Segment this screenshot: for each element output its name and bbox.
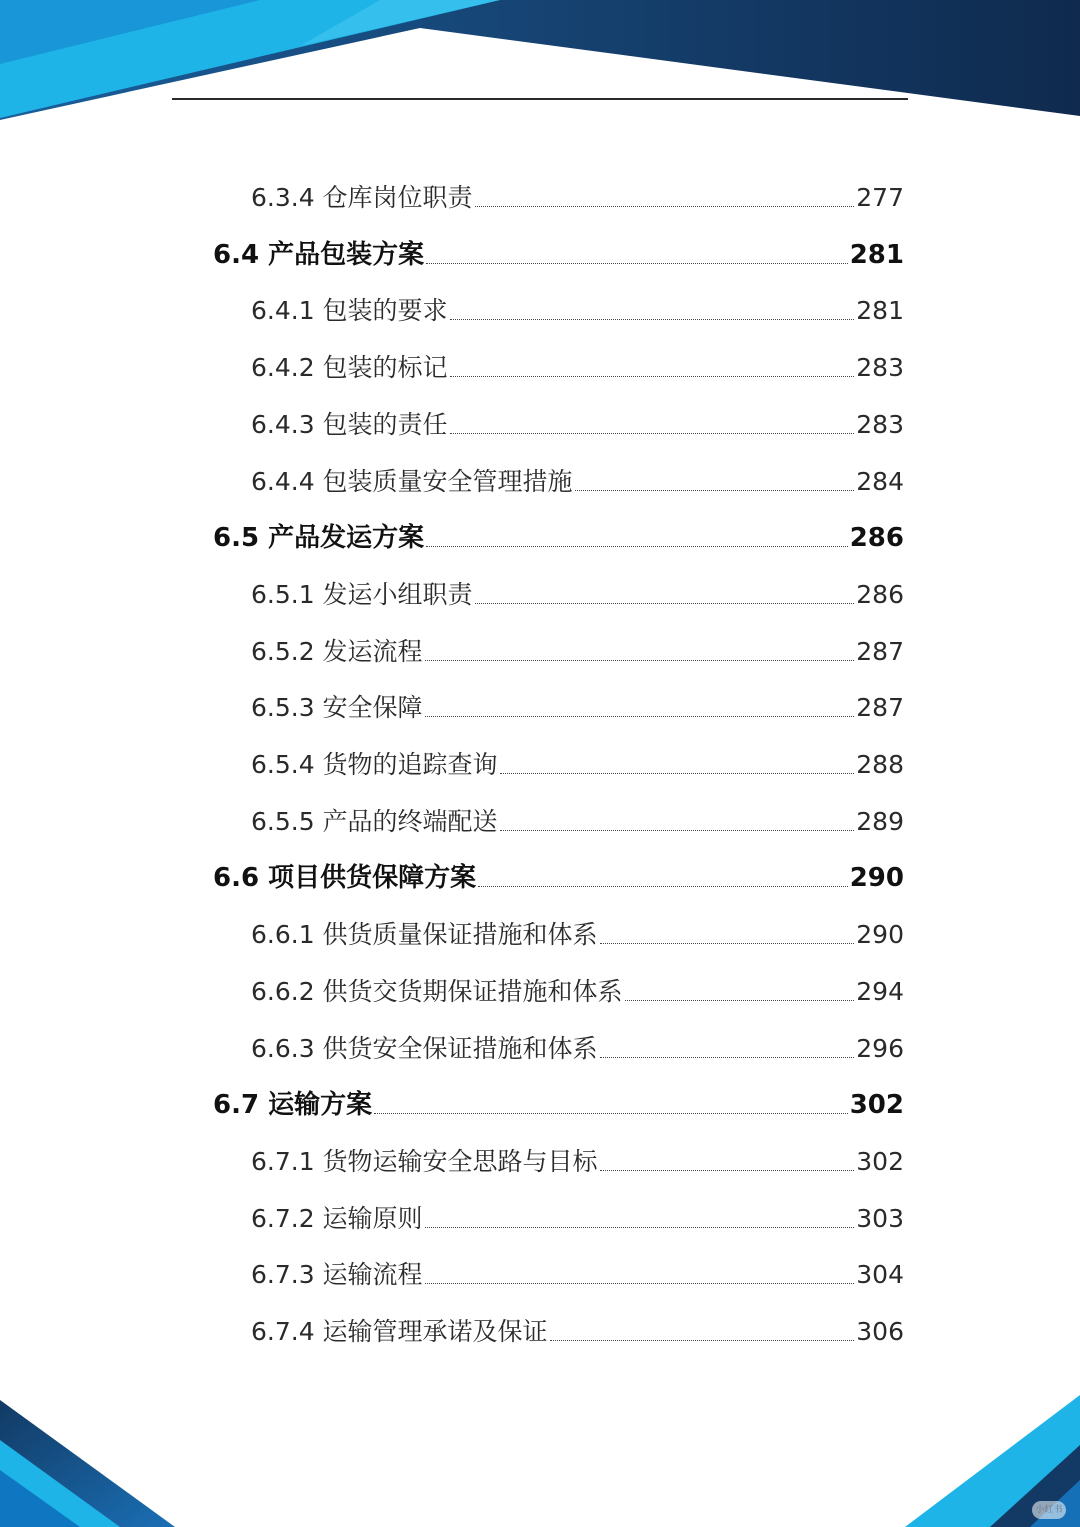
toc-dot-leader: [425, 716, 855, 717]
toc-entry-title: 6.5 产品发运方案: [213, 523, 425, 553]
toc-entry-title: 6.5.3 安全保障: [251, 693, 423, 722]
toc-entry-title: 6.4.3 包装的责任: [251, 410, 448, 439]
toc-subsection-entry[interactable]: [251, 1138, 904, 1178]
toc-section-entry[interactable]: [213, 1081, 904, 1121]
toc-page-number: 296: [856, 1034, 904, 1063]
toc-page-number: 284: [856, 467, 904, 496]
toc-subsection-entry[interactable]: [251, 968, 904, 1008]
toc-dot-leader: [374, 1113, 848, 1114]
toc-dot-leader: [600, 1057, 855, 1058]
toc-dot-leader: [475, 603, 855, 604]
toc-dot-leader: [550, 1340, 855, 1341]
toc-subsection-entry[interactable]: [251, 911, 904, 951]
toc-subsection-entry[interactable]: [251, 401, 904, 441]
toc-page-number: 294: [856, 977, 904, 1006]
toc-dot-leader: [426, 546, 848, 547]
toc-entry-title: 6.3.4 仓库岗位职责: [251, 183, 473, 212]
toc-entry-title: 6.4 产品包装方案: [213, 240, 425, 270]
toc-subsection-entry[interactable]: [251, 684, 904, 724]
toc-dot-leader: [500, 830, 855, 831]
watermark-badge: 小红书: [1032, 1501, 1066, 1519]
toc-dot-leader: [450, 376, 855, 377]
toc-dot-leader: [600, 943, 855, 944]
toc-subsection-entry[interactable]: [251, 571, 904, 611]
toc-subsection-entry[interactable]: [251, 287, 904, 327]
toc-entry-title: 6.4.4 包装质量安全管理措施: [251, 467, 573, 496]
toc-page-number: 281: [856, 296, 904, 325]
toc-entry-title: 6.4.1 包装的要求: [251, 296, 448, 325]
toc-entry-title: 6.6 项目供货保障方案: [213, 863, 477, 893]
toc-entry-title: 6.5.4 货物的追踪查询: [251, 750, 498, 779]
toc-entry-title: 6.5.5 产品的终端配送: [251, 807, 498, 836]
toc-dot-leader: [425, 1227, 855, 1228]
toc-entry-title: 6.5.1 发运小组职责: [251, 580, 473, 609]
toc-section-entry[interactable]: [213, 231, 904, 271]
toc-entry-title: 6.7.1 货物运输安全思路与目标: [251, 1147, 598, 1176]
toc-page-number: 306: [856, 1317, 904, 1346]
toc-page-number: 288: [856, 750, 904, 779]
toc-section-entry[interactable]: [213, 854, 904, 894]
toc-dot-leader: [625, 1000, 855, 1001]
toc-subsection-entry[interactable]: [251, 798, 904, 838]
toc-page-number: 286: [856, 580, 904, 609]
toc-page-number: 277: [856, 183, 904, 212]
toc-dot-leader: [500, 773, 855, 774]
toc-subsection-entry[interactable]: [251, 458, 904, 498]
toc-dot-leader: [450, 433, 855, 434]
toc-page-number: 302: [849, 1090, 904, 1120]
toc-entry-title: 6.6.1 供货质量保证措施和体系: [251, 920, 598, 949]
toc-subsection-entry[interactable]: [251, 1251, 904, 1291]
toc-dot-leader: [600, 1170, 855, 1171]
toc-subsection-entry[interactable]: [251, 344, 904, 384]
toc-page-number: 283: [856, 410, 904, 439]
toc-page-number: 287: [856, 637, 904, 666]
toc-subsection-entry[interactable]: [251, 741, 904, 781]
toc-page-number: 283: [856, 353, 904, 382]
toc-page-number: 290: [849, 863, 904, 893]
toc-page-number: 303: [856, 1204, 904, 1233]
toc-subsection-entry[interactable]: [251, 1308, 904, 1348]
toc-dot-leader: [426, 263, 848, 264]
toc-entry-title: 6.6.2 供货交货期保证措施和体系: [251, 977, 623, 1006]
toc-subsection-entry[interactable]: [251, 1195, 904, 1235]
toc-dot-leader: [475, 206, 855, 207]
toc-page-number: 290: [856, 920, 904, 949]
toc-dot-leader: [450, 319, 855, 320]
toc-entry-title: 6.7.4 运输管理承诺及保证: [251, 1317, 548, 1346]
toc-page-number: 281: [849, 240, 904, 270]
toc-page-number: 302: [856, 1147, 904, 1176]
toc-dot-leader: [575, 490, 855, 491]
toc-page-number: 287: [856, 693, 904, 722]
toc-entry-title: 6.7 运输方案: [213, 1090, 373, 1120]
toc-dot-leader: [478, 886, 848, 887]
toc-page-number: 304: [856, 1260, 904, 1289]
toc-subsection-entry[interactable]: [251, 628, 904, 668]
toc-dot-leader: [425, 660, 855, 661]
toc-subsection-entry[interactable]: [251, 1025, 904, 1065]
toc-entry-title: 6.6.3 供货安全保证措施和体系: [251, 1034, 598, 1063]
toc-entry-title: 6.7.2 运输原则: [251, 1204, 423, 1233]
toc-subsection-entry[interactable]: [251, 174, 904, 214]
toc-entry-title: 6.7.3 运输流程: [251, 1260, 423, 1289]
toc-dot-leader: [425, 1283, 855, 1284]
toc-entry-title: 6.5.2 发运流程: [251, 637, 423, 666]
toc-section-entry[interactable]: [213, 514, 904, 554]
toc-page-number: 286: [849, 523, 904, 553]
toc-entry-title: 6.4.2 包装的标记: [251, 353, 448, 382]
toc-page-number: 289: [856, 807, 904, 836]
